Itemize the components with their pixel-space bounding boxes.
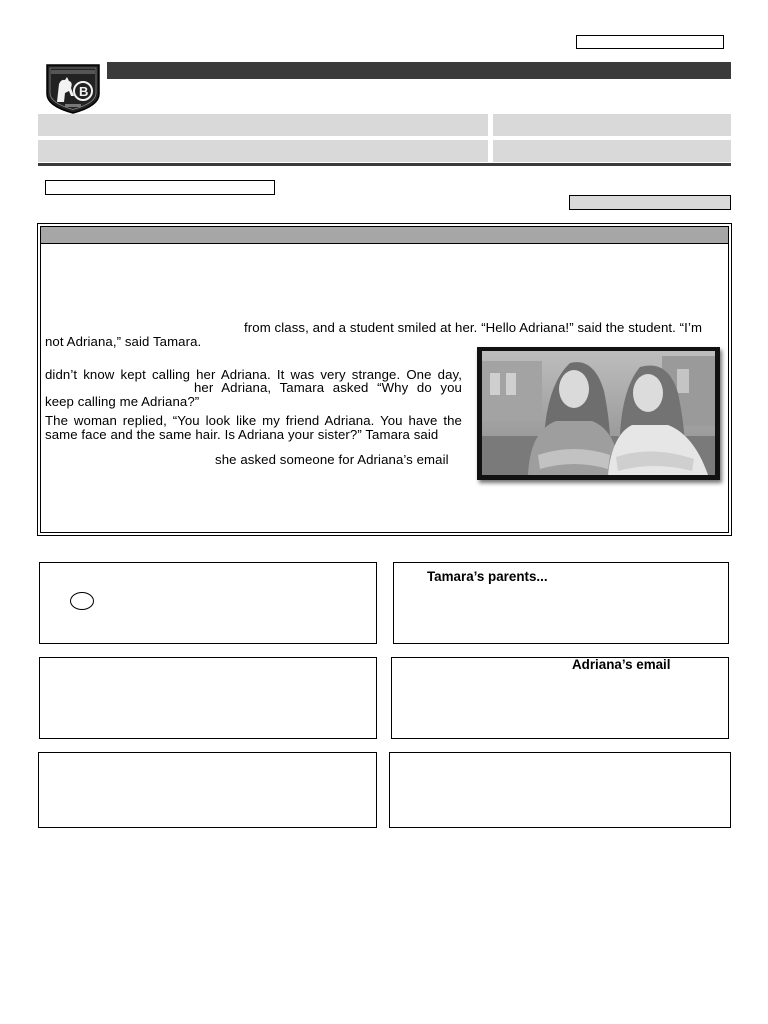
question-box-6 <box>389 752 731 828</box>
answer-circle-icon[interactable] <box>70 592 94 610</box>
reading-line: not Adriana,” said Tamara. <box>45 334 202 349</box>
header-bar <box>107 62 731 79</box>
header-field-row1-right[interactable] <box>493 114 731 136</box>
reading-line: The woman replied, “You look like my friend Adriana. You have the <box>45 413 462 428</box>
twins-photo-image <box>482 351 715 475</box>
twins-photo <box>477 347 720 480</box>
reading-line: same face and the same hair. Is Adriana your sister?” Tamara said <box>45 427 439 442</box>
svg-text:B: B <box>79 84 89 99</box>
question-label-email: Adriana’s email <box>572 657 671 672</box>
reading-line: from class, and a student smiled at her. “Hello Adriana!” said the student. “I’m <box>244 320 703 335</box>
header-field-row2-left[interactable] <box>38 140 488 162</box>
question-box-4 <box>391 657 729 739</box>
header-id-box[interactable] <box>576 35 724 49</box>
reading-line: didn’t know kept calling her Adriana. It was very strange. One day, <box>45 367 462 382</box>
question-label-parents: Tamara’s parents... <box>427 569 548 584</box>
reading-line: her Adriana, Tamara asked “Why do you <box>194 380 462 395</box>
header-field-row2-right[interactable] <box>493 140 731 162</box>
school-crest-icon <box>45 62 101 114</box>
reading-panel-header <box>41 227 728 244</box>
header-field-row1-left[interactable] <box>38 114 488 136</box>
header-divider <box>38 163 731 166</box>
reading-line: she asked someone for Adriana’s email <box>215 452 449 467</box>
question-box-5 <box>38 752 377 828</box>
student-name-field[interactable] <box>45 180 275 195</box>
question-box-3 <box>39 657 377 739</box>
date-field[interactable] <box>569 195 731 210</box>
reading-line: keep calling me Adriana?” <box>45 394 200 409</box>
